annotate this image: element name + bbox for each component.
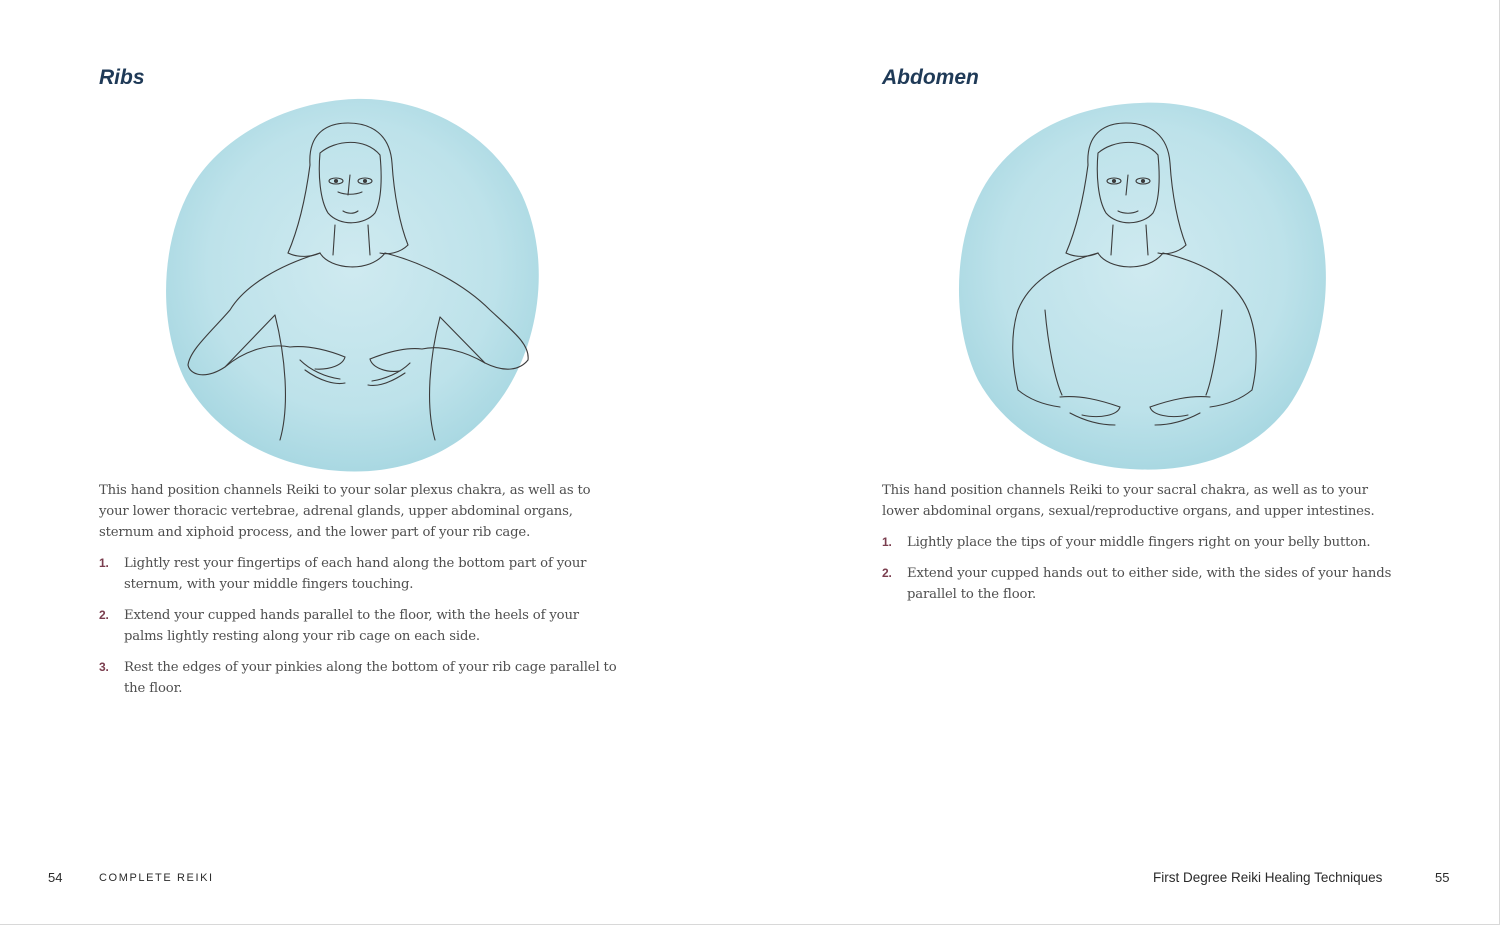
- abdomen-steps-list: [882, 532, 1402, 605]
- list-item: [99, 657, 619, 699]
- step-text: Extend your cupped hands parallel to the floor, with the heels of your palms lightly resting along your rib cage on each side.: [124, 608, 579, 644]
- step-text: Rest the edges of your pinkies along the bottom of your rib cage parallel to the floor.: [124, 660, 617, 696]
- running-head-right: First Degree Reiki Healing Techniques: [1153, 870, 1383, 885]
- abdomen-hand-position-illustration: [950, 95, 1335, 475]
- abdomen-intro: This hand position channels Reiki to your sacral chakra, as well as to your lower abdominal organs, sexual/reproductive organs, and upper intestines.: [882, 483, 1375, 519]
- ribs-intro: This hand position channels Reiki to your solar plexus chakra, as well as to your lower thoracic vertebrae, adrenal glands, upper abdominal organs, sternum and xiphoid process, and the lower part of your rib cage.: [99, 483, 591, 540]
- step-number: 3.: [99, 660, 109, 674]
- step-text: Lightly rest your fingertips of each hand along the bottom part of your sternum, with your middle fingers touching.: [124, 556, 587, 592]
- step-number: 2.: [99, 608, 109, 622]
- section-heading-ribs: Ribs: [99, 66, 145, 89]
- abdomen-body-text: [882, 480, 1402, 615]
- list-item: [882, 563, 1402, 605]
- page-number-left: 54: [48, 870, 63, 885]
- right-page: [750, 0, 1500, 925]
- step-text: Lightly place the tips of your middle fingers right on your belly button.: [907, 535, 1371, 550]
- running-head-left: COMPLETE REIKI: [99, 872, 214, 884]
- section-heading-abdomen: Abdomen: [882, 66, 979, 89]
- ribs-steps-list: [99, 553, 619, 699]
- list-item: [99, 553, 619, 595]
- step-text: Extend your cupped hands out to either side, with the sides of your hands parallel to the floor.: [907, 566, 1392, 602]
- step-number: 1.: [882, 535, 892, 549]
- ribs-hand-position-illustration: [160, 95, 550, 475]
- page-number-right: 55: [1435, 870, 1450, 885]
- ribs-body-text: [99, 480, 619, 709]
- list-item: [99, 605, 619, 647]
- list-item: [882, 532, 1402, 553]
- step-number: 1.: [99, 556, 109, 570]
- step-number: 2.: [882, 566, 892, 580]
